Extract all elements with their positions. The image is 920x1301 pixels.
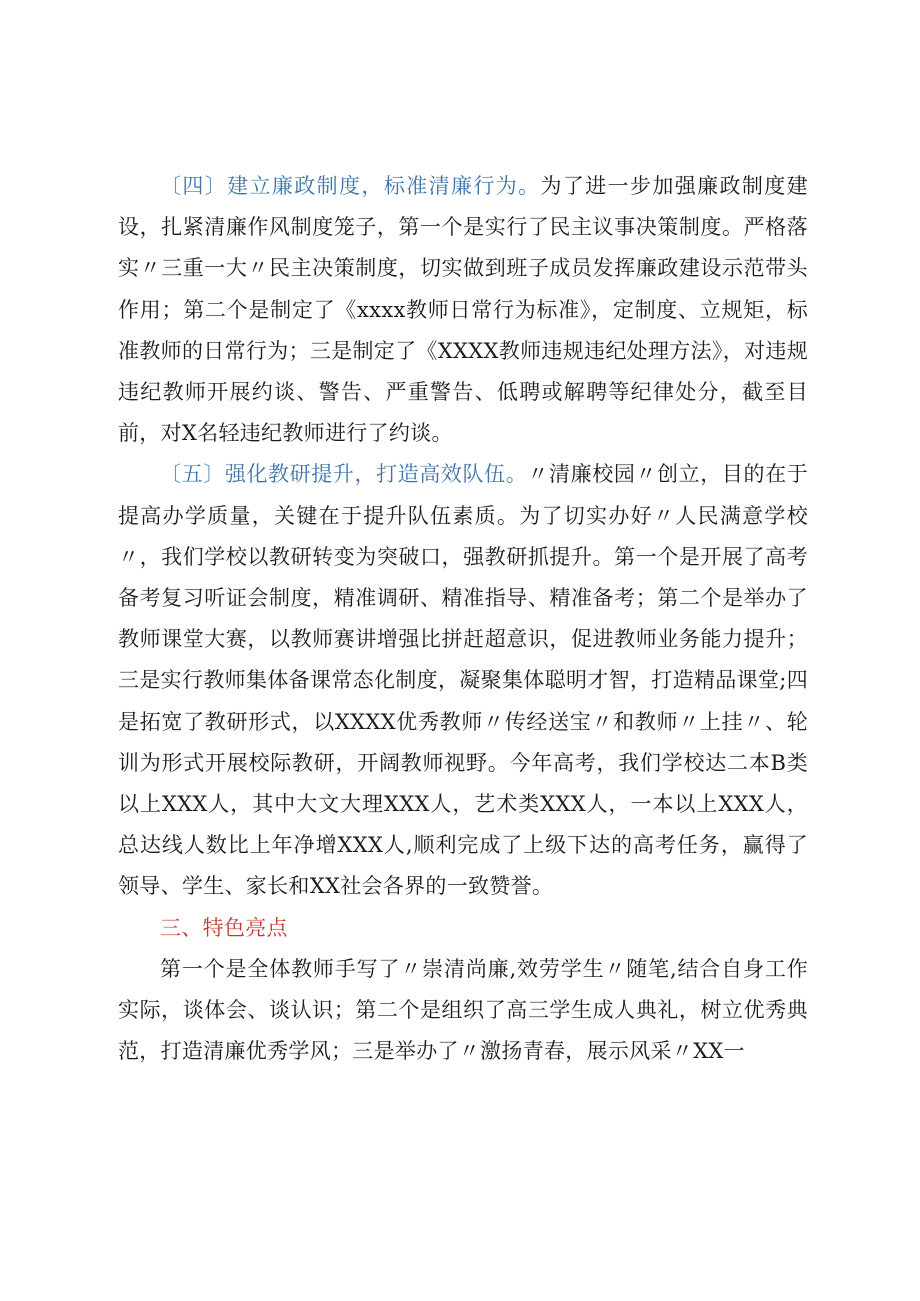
section-four-body: 为了进一步加强廉政制度建设，扎紧清廉作风制度笼子，第一个是实行了民主议事决策制度。严格落实〃三重一大〃民主决策制度，切实做到班子成员发挥廉政建设示范带头作用；第二个是制定了《xxxx教师日常行为标准》，定制度、立规矩，标准教师的日常行为；三是制定了《XXXX教师违规违纪处理方法》，对违规违纪教师开展约谈、警告、严重警告、低聘或解聘等纪律处分，截至目前，对X名轻违纪教师进行了约谈。 xyxy=(118,174,808,446)
document-body xyxy=(118,166,808,1072)
heading-three-highlights: 三、特色亮点 xyxy=(160,915,288,940)
section-four-lead: 〔四〕建立廉政制度，标准清廉行为。 xyxy=(160,174,541,198)
section-five-lead: 〔五〕强化教研提升，打造高效队伍。 xyxy=(160,462,528,487)
paragraph-highlights: 第一个是全体教师手写了〃崇清尚廉,效劳学生〃随笔,结合自身工作实际，谈体会、谈认识；第二个是组织了高三学生成人典礼，树立优秀典范，打造清廉优秀学风；三是举办了〃激扬青春，展示风采〃XX一 xyxy=(118,956,808,1064)
paragraph-section-five xyxy=(118,454,808,907)
section-five-body: 〃清廉校园〃创立，目的在于提高办学质量，关键在于提升队伍素质。为了切实办好〃人民满意学校〃，我们学校以教研转变为突破口，强教研抓提升。第一个是开展了高考备考复习听证会制度，精准调研、精准指导、精准备考；第二个是举办了教师课堂大赛，以教师赛讲增强比拼赶超意识，促进教师业务能力提升；三是实行教师集体备课常态化制度，凝聚集体聪明才智，打造精品课堂;四是拓宽了教研形式，以XXXX优秀教师〃传经送宝〃和教师〃上挂〃、轮训为形式开展校际教研，开阔教师视野。今年高考，我们学校达二本B类以上XXX人，其中大文大理XXX人，艺术类XXX人，一本以上XXX人，总达线人数比上年净增XXX人,顺利完成了上级下达的高考任务，赢得了领导、学生、家长和XX社会各界的一致赞誉。 xyxy=(118,462,808,899)
paragraph-section-four xyxy=(118,166,808,454)
